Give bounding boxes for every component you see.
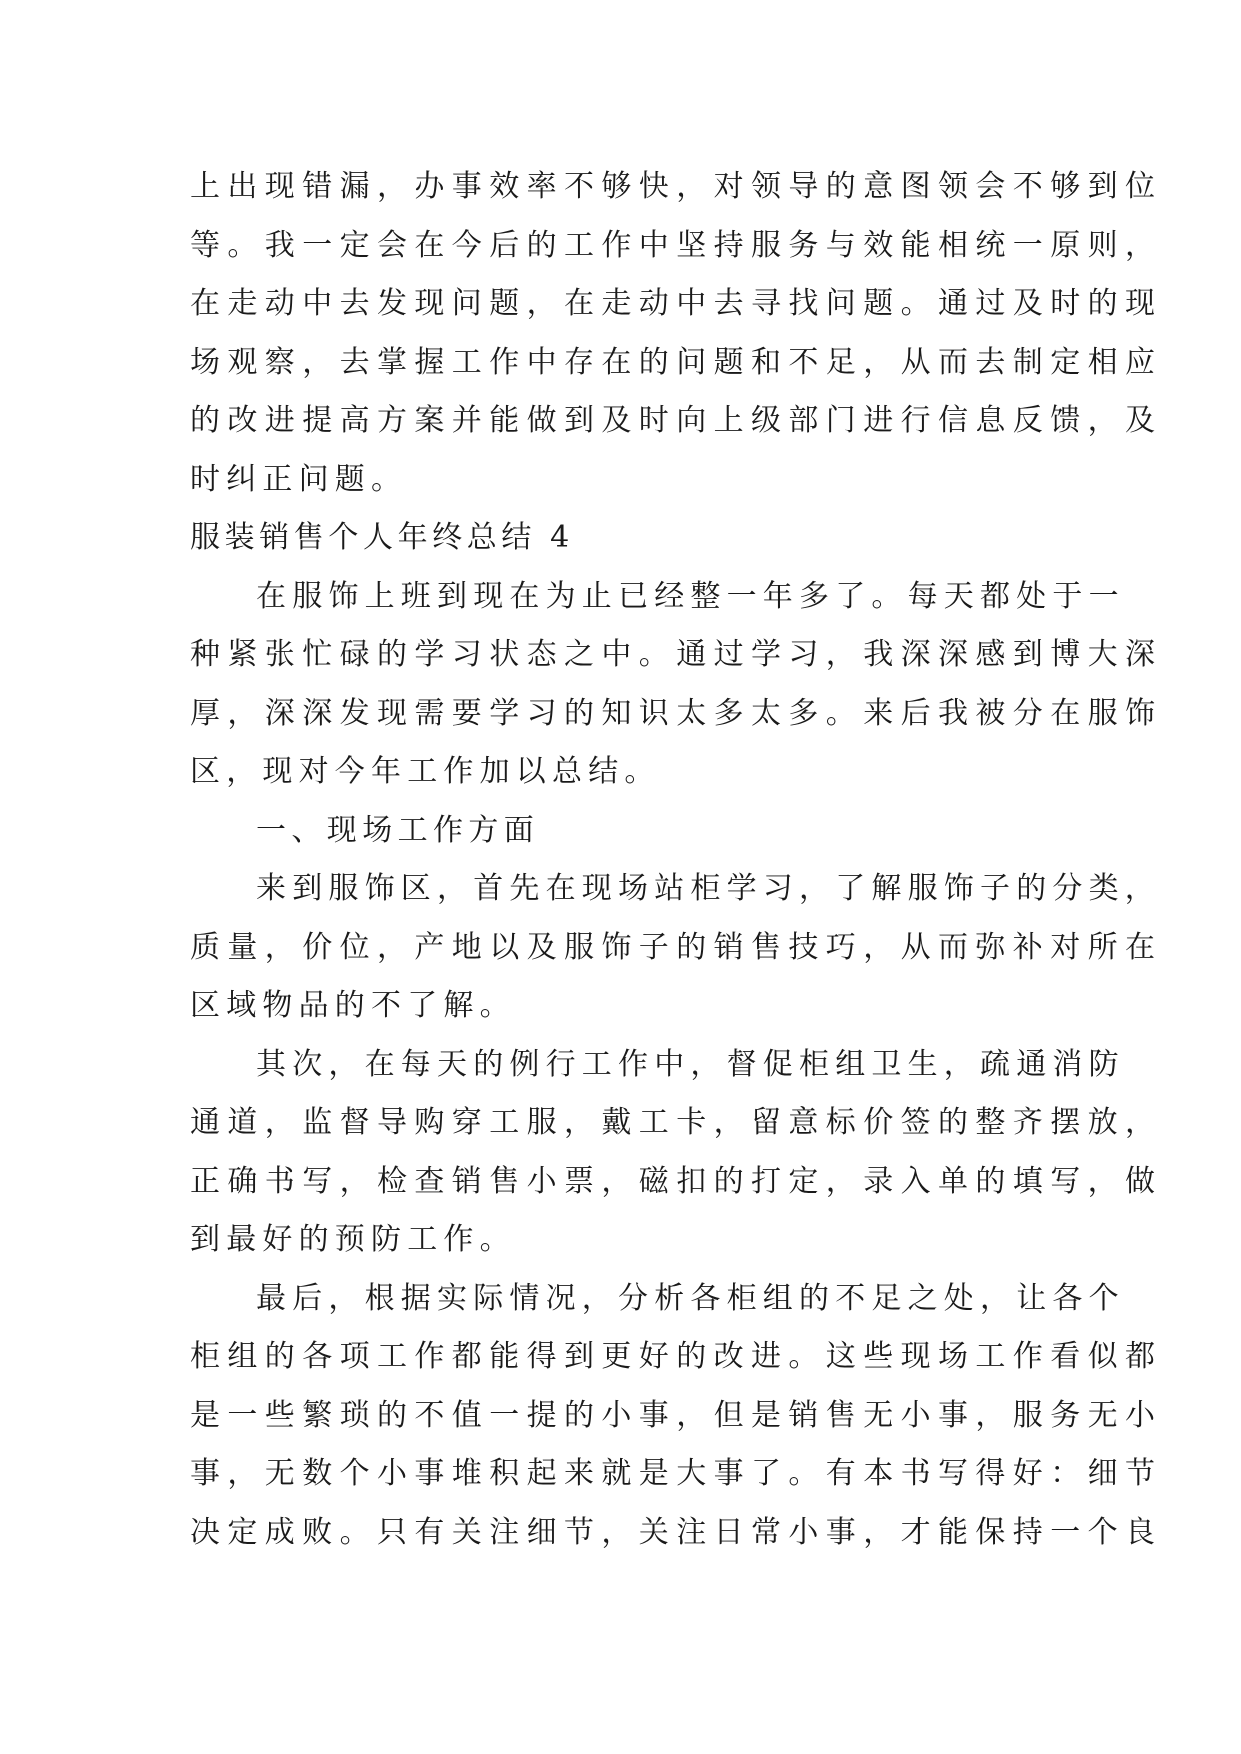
text-line: 厚，深深发现需要学习的知识太多太多。来后我被分在服饰 bbox=[190, 695, 1163, 731]
text-line: 上出现错漏，办事效率不够快，对领导的意图领会不够到位 bbox=[190, 169, 1163, 204]
paragraph-conclusion bbox=[190, 1270, 1163, 1563]
text-line: 种紧张忙碌的学习状态之中。通过学习，我深深感到博大深 bbox=[190, 637, 1163, 672]
text-line: 在服饰上班到现在为止已经整一年多了。每天都处于一 bbox=[256, 578, 1125, 614]
text-line: 到最好的预防工作。 bbox=[190, 1222, 516, 1257]
section-heading: 服装销售个人年终总结 4 bbox=[190, 520, 574, 555]
text-line: 通道，监督导购穿工服，戴工卡，留意标价签的整齐摆放， bbox=[190, 1105, 1163, 1140]
text-line: 其次，在每天的例行工作中，督促柜组卫生，疏通消防 bbox=[256, 1046, 1125, 1082]
text-line: 最后，根据实际情况，分析各柜组的不足之处，让各个 bbox=[256, 1280, 1125, 1316]
text-line: 场观察，去掌握工作中存在的问题和不足，从而去制定相应 bbox=[190, 344, 1163, 380]
text-line: 的改进提高方案并能做到及时向上级部门进行信息反馈，及 bbox=[190, 403, 1163, 438]
text-line: 是一些繁琐的不值一提的小事，但是销售无小事，服务无小 bbox=[190, 1397, 1163, 1433]
text-line: 质量，价位，产地以及服饰子的销售技巧，从而弥补对所在 bbox=[190, 929, 1163, 965]
text-line: 等。我一定会在今后的工作中坚持服务与效能相统一原则， bbox=[190, 227, 1163, 263]
text-line: 区，现对今年工作加以总结。 bbox=[190, 754, 661, 789]
text-line: 时纠正问题。 bbox=[190, 461, 408, 497]
paragraph-continuation bbox=[190, 158, 1163, 509]
text-line: 事，无数个小事堆积起来就是大事了。有本书写得好：细节 bbox=[190, 1456, 1163, 1491]
text-line: 正确书写，检查销售小票，磁扣的打定，录入单的填写，做 bbox=[190, 1163, 1163, 1199]
paragraph-onsite bbox=[190, 860, 1163, 1036]
text-line: 决定成败。只有关注细节，关注日常小事，才能保持一个良 bbox=[190, 1514, 1163, 1550]
paragraph-routine bbox=[190, 1036, 1163, 1270]
text-line: 区域物品的不了解。 bbox=[190, 988, 516, 1023]
text-line: 来到服饰区，首先在现场站柜学习，了解服饰子的分类， bbox=[256, 871, 1161, 906]
text-line: 柜组的各项工作都能得到更好的改进。这些现场工作看似都 bbox=[190, 1339, 1163, 1374]
paragraph-intro bbox=[190, 568, 1163, 802]
document-page bbox=[190, 158, 1163, 1562]
subsection-heading: 一、现场工作方面 bbox=[256, 812, 540, 848]
text-line: 在走动中去发现问题，在走动中去寻找问题。通过及时的现 bbox=[190, 286, 1163, 321]
